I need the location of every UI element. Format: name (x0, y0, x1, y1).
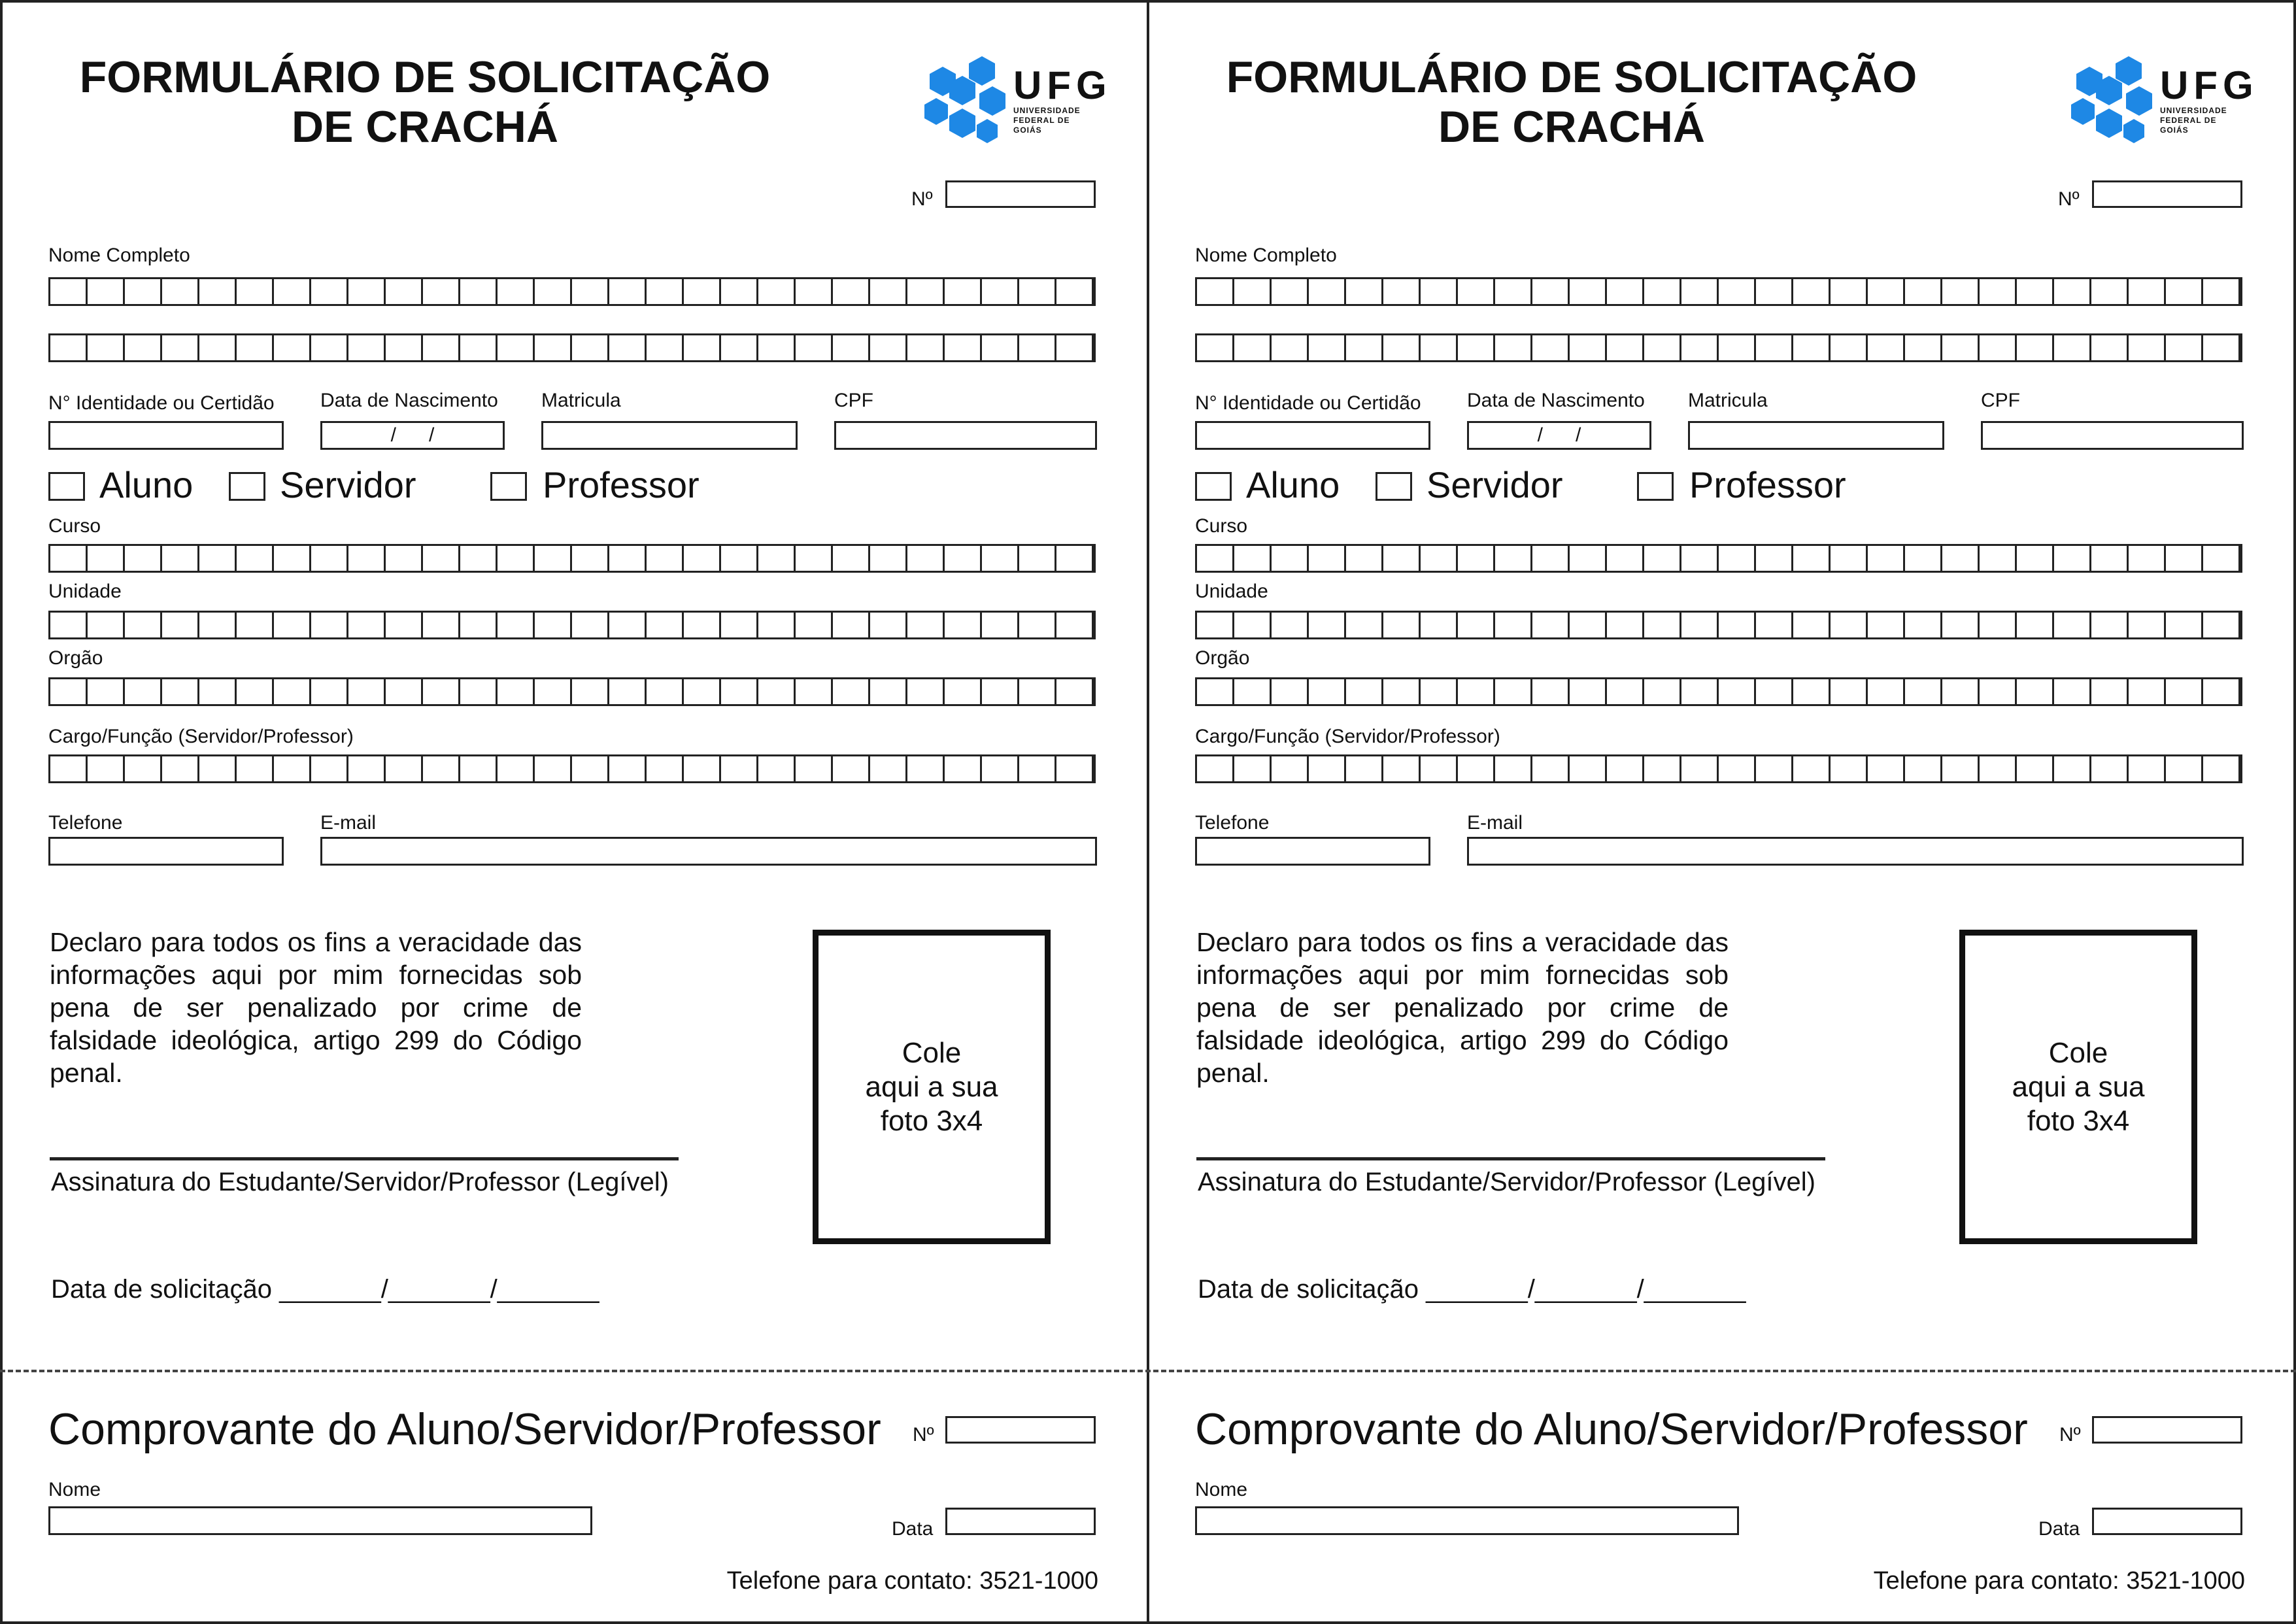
title-line-2: DE CRACHÁ (292, 102, 558, 152)
nascimento-label: Data de Nascimento (320, 390, 498, 411)
orgao-field[interactable] (48, 677, 1096, 706)
declaracao-text: Declaro para todos os fins a veracidade das informações aqui por mim fornecidas sob pena de ser penalizado por crime de falsidade ideológica, artigo 299 do Código penal. (1196, 927, 1729, 1088)
foto-line-2: aqui a sua (865, 1070, 998, 1103)
servidor-label: Servidor (280, 464, 416, 505)
assinatura-line[interactable] (1196, 1157, 1825, 1160)
servidor-checkbox[interactable] (229, 472, 265, 501)
numero-label: Nº (911, 188, 933, 210)
foto-instruction (2012, 1036, 2144, 1138)
nascimento-field[interactable] (320, 421, 505, 450)
email-field[interactable] (1467, 837, 2244, 866)
cargo-label: Cargo/Função (Servidor/Professor) (48, 726, 354, 747)
numero-label: Nº (2058, 188, 2080, 210)
matricula-field[interactable] (541, 421, 798, 450)
orgao-label: Orgão (48, 647, 103, 669)
foto-line-3: foto 3x4 (2027, 1104, 2130, 1137)
nascimento-slashes: / / (390, 424, 435, 446)
ufg-logo (2070, 54, 2259, 145)
orgao-label: Orgão (1195, 647, 1250, 669)
unidade-field[interactable] (1195, 611, 2242, 639)
foto-instruction (865, 1036, 998, 1138)
data-solicitacao[interactable]: Data de solicitação _______/_______/_______ (51, 1275, 599, 1304)
comprovante-numero-label: Nº (913, 1424, 934, 1446)
logo-subtitle (2160, 106, 2248, 135)
professor-label: Professor (543, 464, 700, 505)
curso-label: Curso (48, 515, 101, 537)
identidade-field[interactable] (48, 421, 284, 450)
orgao-field[interactable] (1195, 677, 2242, 706)
nome-completo-field-1[interactable] (48, 277, 1096, 306)
cargo-field[interactable] (48, 754, 1096, 783)
cargo-field[interactable] (1195, 754, 2242, 783)
form-title (1186, 52, 1957, 152)
comprovante-title: Comprovante do Aluno/Servidor/Professor (48, 1404, 881, 1454)
comprovante-nome-label: Nome (48, 1479, 101, 1500)
ufg-logo (923, 54, 1112, 145)
numero-field[interactable] (945, 180, 1096, 208)
nome-completo-field-1[interactable] (1195, 277, 2242, 306)
servidor-label: Servidor (1427, 464, 1563, 505)
form-copy-left (0, 0, 1147, 1624)
form-title (39, 52, 811, 152)
comprovante-nome-label: Nome (1195, 1479, 1248, 1500)
nome-completo-label: Nome Completo (48, 245, 190, 266)
nascimento-field[interactable] (1467, 421, 1651, 450)
hexagon-logo-icon (2070, 54, 2159, 145)
curso-label: Curso (1195, 515, 1248, 537)
form-copy-right (1147, 0, 2293, 1624)
telefone-contato: Telefone para contato: 3521-1000 (1873, 1567, 2245, 1595)
comprovante-nome-field[interactable] (1195, 1506, 1739, 1535)
unidade-label: Unidade (1195, 581, 1268, 602)
telefone-field[interactable] (48, 837, 284, 866)
foto-line-1: Cole (902, 1036, 962, 1069)
matricula-field[interactable] (1688, 421, 1944, 450)
comprovante-numero-label: Nº (2059, 1424, 2081, 1446)
email-label: E-mail (1467, 812, 1523, 834)
logo-sub-line-2: FEDERAL DE GOIÁS (1013, 116, 1070, 135)
logo-text: UFG (1013, 63, 1112, 107)
comprovante-numero-field[interactable] (945, 1416, 1096, 1444)
title-line-1: FORMULÁRIO DE SOLICITAÇÃO (1226, 52, 1917, 102)
cpf-field[interactable] (1981, 421, 2244, 450)
comprovante-data-label: Data (892, 1518, 934, 1540)
comprovante-nome-field[interactable] (48, 1506, 592, 1535)
comprovante-numero-field[interactable] (2092, 1416, 2242, 1444)
aluno-checkbox[interactable] (1195, 472, 1232, 501)
cargo-label: Cargo/Função (Servidor/Professor) (1195, 726, 1500, 747)
title-line-1: FORMULÁRIO DE SOLICITAÇÃO (79, 52, 771, 102)
matricula-label: Matricula (541, 390, 621, 411)
professor-label: Professor (1689, 464, 1846, 505)
cpf-label: CPF (1981, 390, 2020, 411)
identidade-field[interactable] (1195, 421, 1430, 450)
email-field[interactable] (320, 837, 1097, 866)
hexagon-logo-icon (923, 54, 1012, 145)
email-label: E-mail (320, 812, 377, 834)
identidade-label: N° Identidade ou Certidão (48, 392, 275, 414)
curso-field[interactable] (48, 544, 1096, 573)
telefone-field[interactable] (1195, 837, 1430, 866)
professor-checkbox[interactable] (1637, 472, 1674, 501)
title-line-2: DE CRACHÁ (1438, 102, 1705, 152)
assinatura-label: Assinatura do Estudante/Servidor/Professor (Legível) (1198, 1168, 1815, 1196)
curso-field[interactable] (1195, 544, 2242, 573)
matricula-label: Matricula (1688, 390, 1768, 411)
nome-completo-field-2[interactable] (1195, 333, 2242, 362)
numero-field[interactable] (2092, 180, 2242, 208)
logo-subtitle (1013, 106, 1101, 135)
nascimento-slashes: / / (1537, 424, 1581, 446)
unidade-field[interactable] (48, 611, 1096, 639)
logo-text: UFG (2160, 63, 2259, 107)
foto-line-1: Cole (2048, 1036, 2108, 1069)
logo-sub-line-2: FEDERAL DE GOIÁS (2160, 116, 2217, 135)
foto-box[interactable] (813, 930, 1051, 1244)
data-solicitacao[interactable]: Data de solicitação _______/_______/_______ (1198, 1275, 1746, 1304)
assinatura-label: Assinatura do Estudante/Servidor/Professor (Legível) (51, 1168, 669, 1196)
telefone-contato: Telefone para contato: 3521-1000 (726, 1567, 1098, 1595)
foto-line-2: aqui a sua (2012, 1070, 2145, 1103)
logo-sub-line-1: UNIVERSIDADE (1013, 106, 1081, 115)
identidade-label: N° Identidade ou Certidão (1195, 392, 1421, 414)
telefone-label: Telefone (1195, 812, 1270, 834)
comprovante-data-field[interactable] (2092, 1508, 2242, 1535)
comprovante-title: Comprovante do Aluno/Servidor/Professor (1195, 1404, 2028, 1454)
comprovante-data-label: Data (2038, 1518, 2080, 1540)
aluno-checkbox[interactable] (48, 472, 85, 501)
assinatura-line[interactable] (50, 1157, 679, 1160)
telefone-label: Telefone (48, 812, 123, 834)
nome-completo-label: Nome Completo (1195, 245, 1337, 266)
aluno-label: Aluno (1246, 464, 1340, 505)
unidade-label: Unidade (48, 581, 122, 602)
declaracao-text: Declaro para todos os fins a veracidade das informações aqui por mim fornecidas sob pena de ser penalizado por crime de falsidade ideológica, artigo 299 do Código penal. (50, 927, 582, 1088)
nascimento-label: Data de Nascimento (1467, 390, 1645, 411)
logo-sub-line-1: UNIVERSIDADE (2160, 106, 2227, 115)
nome-completo-field-2[interactable] (48, 333, 1096, 362)
comprovante-data-field[interactable] (945, 1508, 1096, 1535)
foto-box[interactable] (1959, 930, 2197, 1244)
cpf-label: CPF (834, 390, 873, 411)
professor-checkbox[interactable] (490, 472, 527, 501)
aluno-label: Aluno (99, 464, 194, 505)
servidor-checkbox[interactable] (1376, 472, 1412, 501)
foto-line-3: foto 3x4 (880, 1104, 983, 1137)
cpf-field[interactable] (834, 421, 1097, 450)
